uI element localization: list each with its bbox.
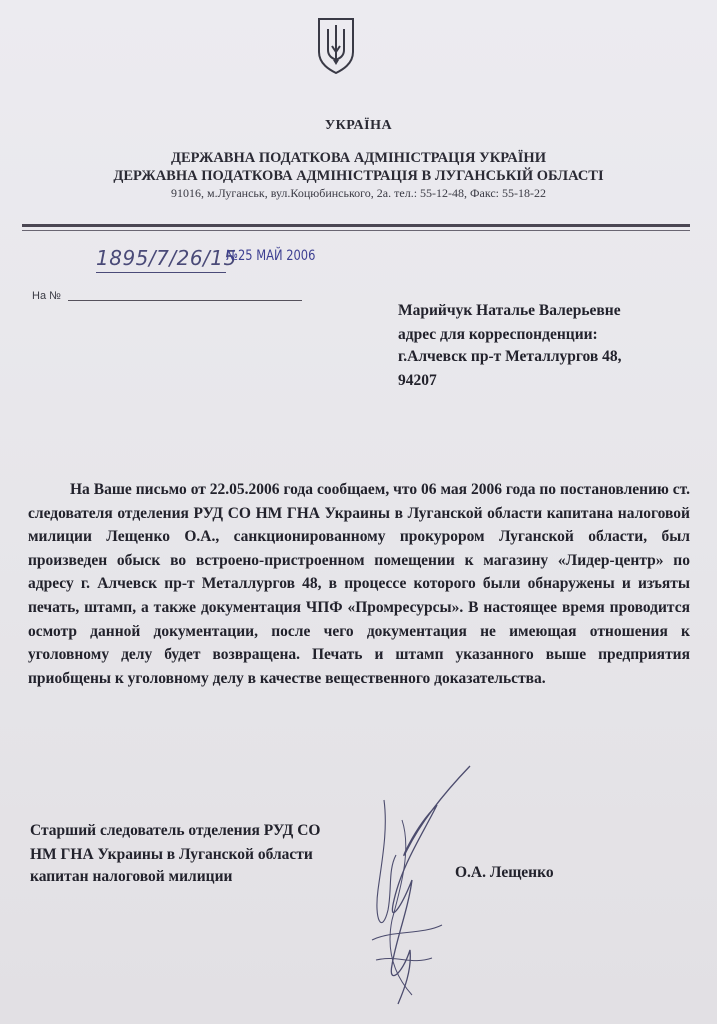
outgoing-number-handwritten: 1895/7/26/15 (96, 246, 237, 270)
country-heading: УКРАЇНА (324, 118, 393, 133)
agency-heading-national: ДЕРЖАВНА ПОДАТКОВА АДМІНІСТРАЦІЯ УКРАЇНИ (171, 150, 546, 166)
reference-number-label: На № (32, 290, 61, 302)
outgoing-number-underline (96, 272, 226, 273)
recipient-address-label: адрес для корреспонденции: (398, 326, 598, 343)
agency-address: 91016, м.Луганськ, вул.Коцюбинського, 2а. тел.: 55-12-48, Факс: 55-18-22 (170, 186, 547, 200)
signer-name: О.А. Лещенко (455, 864, 554, 881)
signer-title-line2: НМ ГНА Украины в Луганской области (30, 846, 313, 863)
reference-number-line (68, 300, 302, 301)
agency-heading-regional: ДЕРЖАВНА ПОДАТКОВА АДМІНІСТРАЦІЯ В ЛУГАНСЬКІЙ ОБЛАСТІ (113, 168, 604, 184)
header-divider-thin (22, 230, 690, 231)
signer-title-line1: Старший следователь отделения РУД СО (30, 822, 321, 839)
header-divider-thick (22, 224, 690, 227)
recipient-postcode: 94207 (398, 372, 437, 389)
signer-title-line3: капитан налоговой милиции (30, 868, 233, 885)
letter-body: На Ваше письмо от 22.05.2006 года сообщаем, что 06 мая 2006 года по постановлению ст. следователя отделения РУД СО НМ ГНА Украины в Луганской области капитана налоговой милиции Лещенко О.А., санкционированному прокурором Луганской области, был произведен обыск во встроено-пристроенном помещении к магазину «Лидер-центр» по адресу г. Алчевск пр-т Металлургов 48, в процессе которого были обнаружены и изъяты печать, штамп, а также документация ЧПФ «Промресурсы». В настоящее время проводится осмотр данной документации, после чего документация не имеющая отношения к уголовному делу будет возвращена. Печать и штамп указанного выше предприятия приобщены к уголовному делу в качестве вещественного доказательства. (28, 481, 690, 687)
registration-date-stamp: №25 МАЙ 2006 (226, 248, 316, 264)
recipient-street: г.Алчевск пр-т Металлургов 48, (398, 348, 622, 365)
handwritten-signature (352, 760, 482, 1010)
trident-coat-of-arms-icon (316, 16, 356, 74)
recipient-name: Марийчук Наталье Валерьевне (398, 302, 621, 319)
